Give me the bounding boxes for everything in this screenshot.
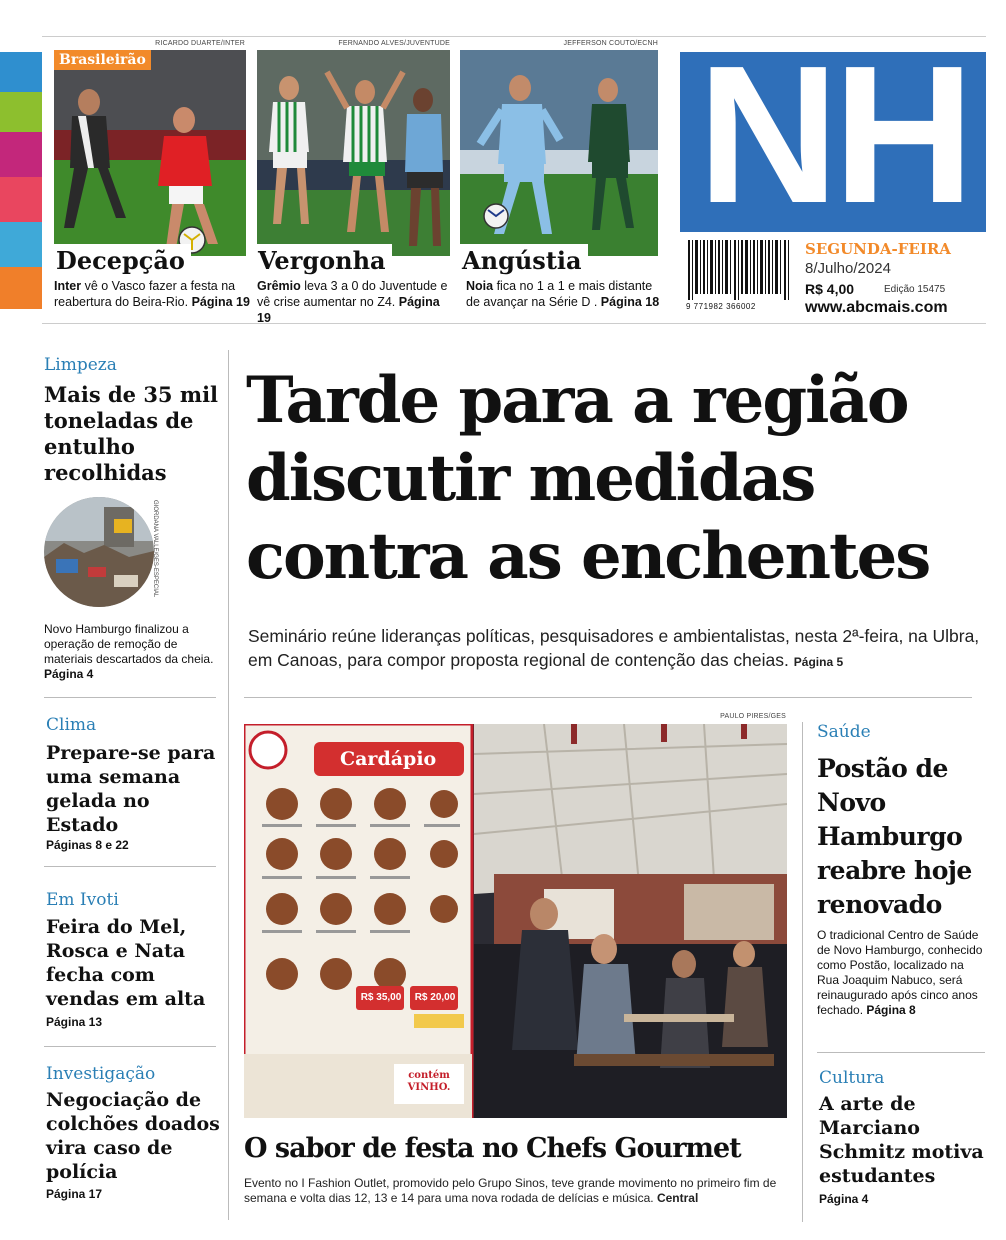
em-ivoti-page: Página 13 [46,1015,103,1029]
limpeza-text: Novo Hamburgo finalizou a operação de remoção de materiais descartados da cheia. Página 4 [44,622,214,681]
kicker-clima: Clima [46,715,97,735]
headline-investigacao[interactable]: Negociação de colchões doados vira caso de polícia [46,1089,220,1183]
nh-logo[interactable] [680,52,986,232]
color-strip-2 [0,92,42,132]
menu-price-1: R$ 35,00 [360,992,402,1003]
cultura-page: Página 4 [819,1192,869,1206]
top-story-text-2: Grêmio leva 3 a 0 do Juventude e vê crise aumentar no Z4. Página 19 [257,279,448,325]
top-story-text-3: Noia fica no 1 a 1 e mais distante de avançar na Série D . Página 18 [466,279,660,309]
top-story-photo-noia[interactable] [460,50,658,256]
headline-clima[interactable]: Prepare-se para uma semana gelada no Estado [46,742,216,836]
top-story-text-1: Inter vê o Vasco fazer a festa na reabertura do Beira-Rio. Página 19 [54,279,250,309]
color-strip-5 [0,222,42,267]
left-divider-2 [44,866,216,867]
menu-price-2: R$ 20,00 [414,992,456,1003]
edition: Edição 15475 [884,284,946,295]
website-link[interactable]: www.abcmais.com [805,299,948,316]
feature-photo-chefs-gourmet[interactable] [244,724,787,1118]
barcode [686,240,794,312]
left-divider-1 [44,697,216,698]
menu-title: Cardápio [340,748,437,770]
feature-text: Evento no I Fashion Outlet, promovido pelo Grupo Sinos, teve grande movimento no primeiro fim de semana e volta dias 12, 13 e 14 para uma nova rodada de delícias e música. Central [244,1176,777,1205]
top-story-headline-1[interactable]: Decepção [52,244,191,275]
kicker-saude: Saúde [817,722,871,742]
left-column-divider [228,350,229,1220]
nh-logo-text: NH [697,52,969,232]
photo-credit: GIORDANA VALLE/GES-ESPECIAL [152,500,158,598]
photo-credit: JEFFERSON COUTO/ECNH [563,40,658,47]
top-rule [42,36,986,37]
kicker-limpeza: Limpeza [44,355,117,375]
header-bottom-rule [42,323,986,324]
color-strip-4 [0,177,42,222]
headline-saude[interactable]: Postão de Novo Hamburgo reabre hoje renovado [817,754,972,919]
photo-credit: PAULO PIRES/GES [720,713,786,720]
photo-credit: FERNANDO ALVES/JUVENTUDE [338,40,450,47]
top-story-headline-2[interactable]: Vergonha [254,244,392,275]
top-story-photo-gremio[interactable] [257,50,450,256]
right-divider-1 [817,1052,985,1053]
clima-page: Páginas 8 e 22 [46,838,129,852]
main-headline[interactable]: Tarde para a região discutir medidas contra as enchentes [246,363,930,594]
main-divider [244,697,972,698]
date: 8/Julho/2024 [805,260,891,277]
color-strip-3 [0,132,42,177]
feature-headline[interactable]: O sabor de festa no Chefs Gourmet [244,1133,741,1164]
color-strip-6 [0,267,42,309]
price: R$ 4,00 [805,281,855,297]
headline-em-ivoti[interactable]: Feira do Mel, Rosca e Nata fecha com vendas em alta [46,916,206,1010]
brasileirao-tag: Brasileirão [54,50,151,70]
color-strip-1 [0,52,42,92]
saude-text: O tradicional Centro de Saúde de Novo Hamburgo, conhecido como Postão, localizado na Rua Joaquim Nabuco, será reinaugurado após cinco anos fechado. Página 8 [817,928,983,1017]
weekday: SEGUNDA-FEIRA [805,240,951,258]
investigacao-page: Página 17 [46,1187,103,1201]
kicker-em-ivoti: Em Ivoti [46,890,119,910]
photo-credit: RICARDO DUARTE/INTER [155,40,245,47]
kicker-investigacao: Investigação [46,1064,156,1084]
top-story-photo-inter[interactable] [54,50,246,256]
wine-sign: contém VINHO. [407,1070,451,1093]
headline-limpeza[interactable]: Mais de 35 mil toneladas de entulho recolhidas [44,382,219,485]
top-story-headline-3[interactable]: Angústia [458,244,588,275]
main-summary: Seminário reúne lideranças políticas, pesquisadores e ambientalistas, nesta 2ª-feira, na Ulbra, em Canoas, para compor proposta regional de contenção das cheias. Página 5 [248,626,980,670]
headline-cultura[interactable]: A arte de Marciano Schmitz motiva estudantes [819,1093,984,1187]
limpeza-photo[interactable] [44,497,154,607]
barcode-number: 9 771982 366002 [686,302,756,311]
left-divider-3 [44,1046,216,1047]
right-column-divider [802,722,803,1222]
kicker-cultura: Cultura [819,1068,885,1088]
